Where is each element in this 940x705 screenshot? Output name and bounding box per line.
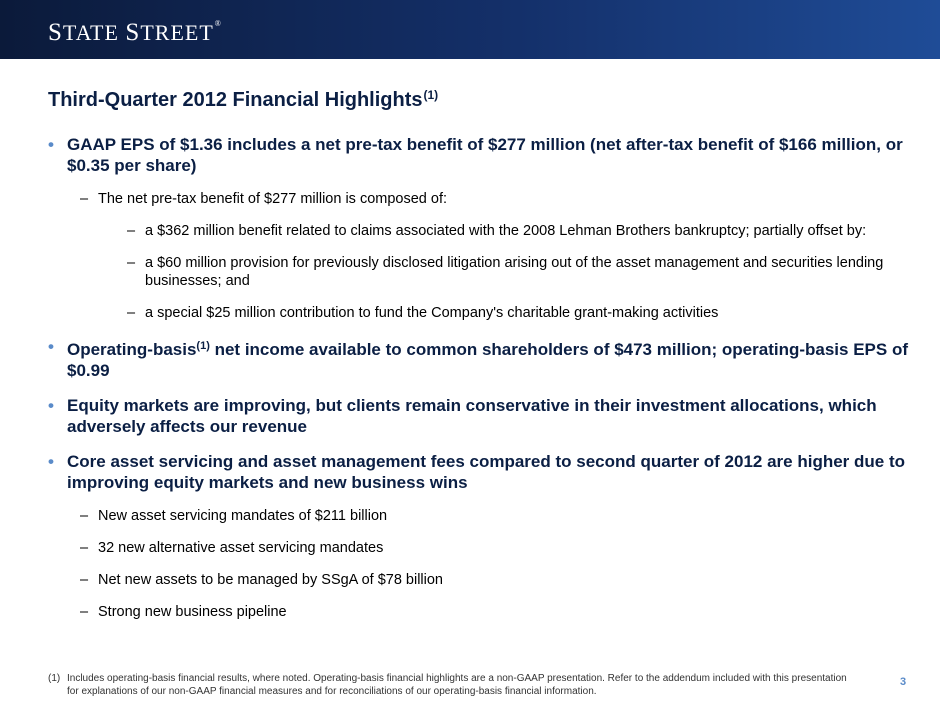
sub-sub-item <box>48 222 918 240</box>
footnote <box>48 672 848 698</box>
bullet-text-start: Operating-basis <box>67 340 197 359</box>
title-footnote-ref: (1) <box>423 88 439 102</box>
dash-icon: – <box>80 191 89 207</box>
bullet-operating-basis <box>48 336 918 381</box>
bullet-equity-markets <box>48 395 918 437</box>
page-number: 3 <box>900 676 907 688</box>
dash-icon: – <box>80 508 89 524</box>
dash-icon: – <box>127 305 136 321</box>
bullet-dot-icon: • <box>48 135 54 154</box>
bullet-gaap-eps <box>48 134 918 176</box>
sub-item <box>48 571 918 589</box>
bullet-text: Equity markets are improving, but clients remain conservative in their investment allocations, which adversely affects our revenue <box>67 396 877 436</box>
slide-title: Third-Quarter 2012 Financial Highlights$^{(1)}$ <box>48 88 439 111</box>
sub-sub-item-text: a $60 million provision for previously disclosed litigation arising out of the asset management and securities lending businesses; and <box>145 255 884 289</box>
sub-item <box>48 539 918 557</box>
sub-item-text: Strong new business pipeline <box>98 604 287 620</box>
state-street-logo: STATE STREET® <box>48 19 222 46</box>
sub-item-text: The net pre-tax benefit of $277 million is composed of: <box>98 191 447 207</box>
dash-icon: – <box>80 572 89 588</box>
header-bar <box>0 0 940 59</box>
sub-item <box>48 603 918 621</box>
bullet-core-asset-servicing <box>48 451 918 493</box>
sub-sub-item <box>48 254 918 290</box>
bullet-text-end: net income available to common shareholders of $473 million; operating-basis EPS of $0.99 <box>67 340 908 380</box>
dash-icon: – <box>127 223 136 239</box>
sub-sub-item-text: a special $25 million contribution to fund the Company's charitable grant-making activities <box>145 305 719 321</box>
bullet-dot-icon: • <box>48 452 54 471</box>
sub-sub-item-text: a $362 million benefit related to claims associated with the 2008 Lehman Brothers bankruptcy; partially offset by: <box>145 223 867 239</box>
sub-sub-item <box>48 304 918 322</box>
dash-icon: – <box>80 540 89 556</box>
bullet-dot-icon: • <box>48 337 54 356</box>
bullet-text: Core asset servicing and asset management fees compared to second quarter of 2012 are higher due to improving equity markets and new business wins <box>67 452 906 492</box>
footnote-text: Includes operating-basis financial results, where noted. Operating-basis financial highlights are a non-GAAP presentation. Refer to the addendum included with this presentation for explanations of our non-GAAP financial measures and for reconciliations of our operating-basis financial information. <box>67 673 847 697</box>
footnote-ref: (1) <box>196 340 210 352</box>
bullet-dot-icon: • <box>48 396 54 415</box>
sub-item <box>48 507 918 525</box>
sub-item-text: New asset servicing mandates of $211 billion <box>98 508 388 524</box>
sub-item-text: 32 new alternative asset servicing mandates <box>98 540 384 556</box>
dash-icon: – <box>80 604 89 620</box>
sub-item <box>48 190 918 208</box>
bullet-text: GAAP EPS of $1.36 includes a net pre-tax benefit of $277 million (net after-tax benefit of $166 million, or $0.35 per share) <box>67 135 903 175</box>
dash-icon: – <box>127 255 136 271</box>
sub-item-text: Net new assets to be managed by SSgA of $78 billion <box>98 572 443 588</box>
footnote-marker: (1) <box>48 673 61 684</box>
slide-content <box>48 134 918 635</box>
